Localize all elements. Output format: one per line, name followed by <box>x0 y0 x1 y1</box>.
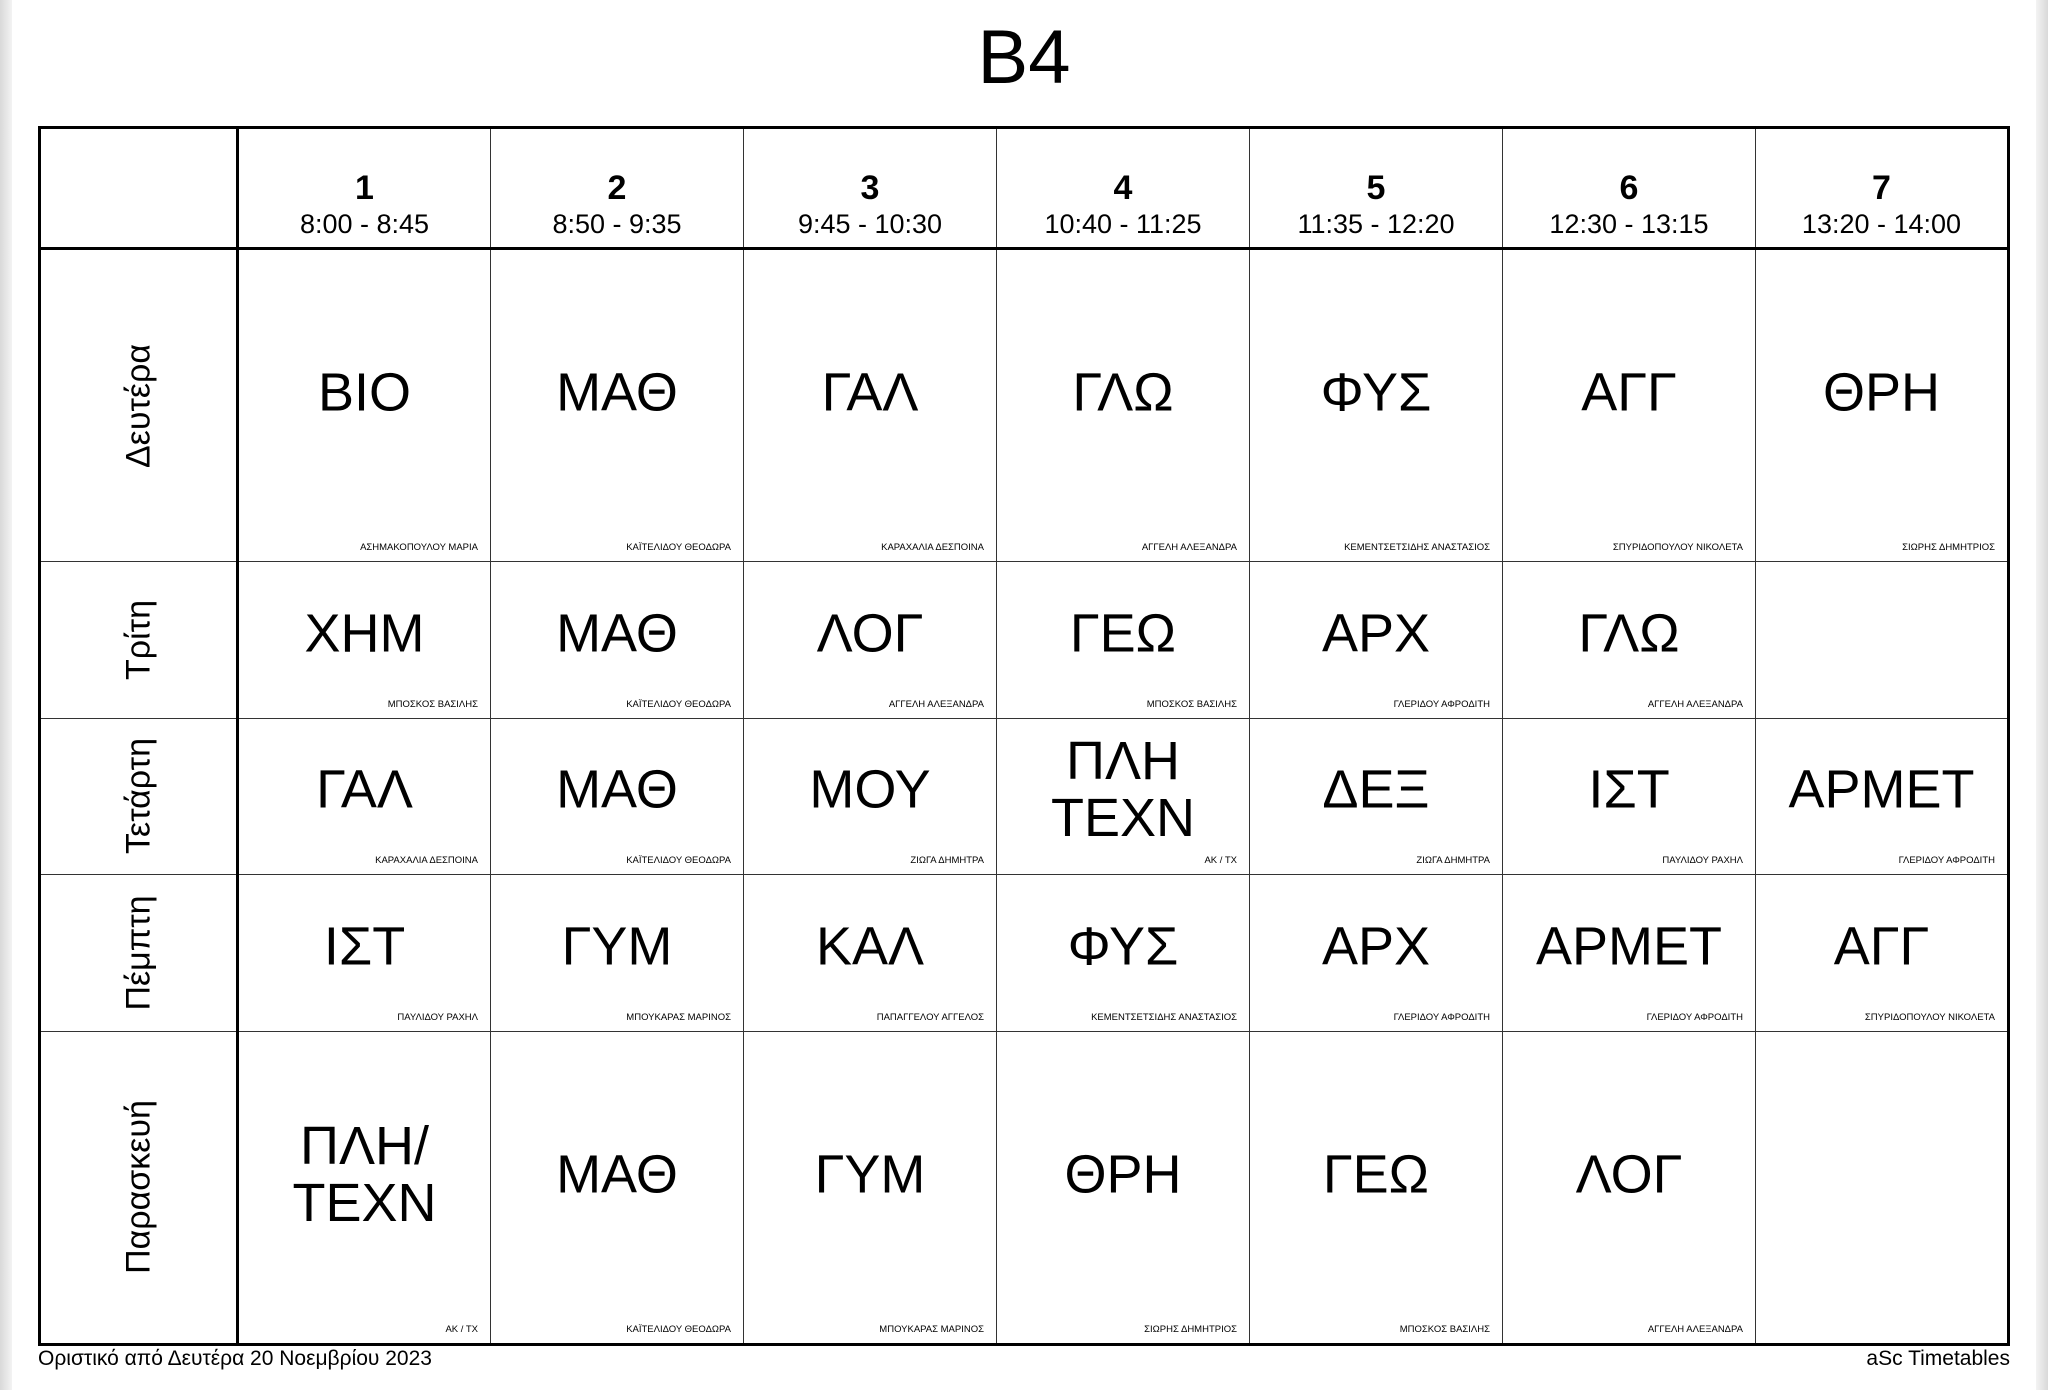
teacher-name: ΠΑΥΛΙΔΟΥ ΡΑΧΗΛ <box>1662 855 1743 867</box>
subject-code: ΑΡΧ <box>1321 916 1431 977</box>
day-label: Τετάρτη <box>119 738 157 855</box>
lesson-cell <box>1756 875 2009 1032</box>
period-header-row <box>40 128 2009 249</box>
subject-code: ΘΡΗ <box>1064 1144 1182 1205</box>
timetable <box>38 126 2010 1346</box>
teacher-name: ΣΙΩΡΗΣ ΔΗΜΗΤΡΙΟΣ <box>1144 1324 1237 1335</box>
teacher-name: ΚΑΪΤΕΛΙΔΟΥ ΘΕΟΔΩΡΑ <box>626 1324 731 1335</box>
subject-code: ΠΛΗ/ ΤΕΧΝ <box>292 1115 437 1233</box>
lesson-cell <box>1250 562 1503 719</box>
period-time: 8:50 - 9:35 <box>552 209 682 239</box>
subject-code: ΒΙΟ <box>317 362 412 423</box>
subject-code: ΑΓΓ <box>1833 916 1930 977</box>
lesson-cell <box>744 1031 997 1344</box>
period-header <box>744 128 997 249</box>
subject-code: ΦΥΣ <box>1320 362 1432 423</box>
subject-code: ΜΑΘ <box>556 759 678 820</box>
subject-code: ΑΡΧ <box>1321 603 1431 664</box>
teacher-name: ΚΑΡΑΧΑΛΙΑ ΔΕΣΠΟΙΝΑ <box>375 855 478 867</box>
day-row <box>40 875 2009 1032</box>
subject-code: ΘΡΗ <box>1822 362 1941 423</box>
lesson-cell <box>1503 249 1756 562</box>
lesson-cell <box>1756 1031 2009 1344</box>
lesson-cell <box>1756 718 2009 875</box>
subject-code: ΧΗΜ <box>304 603 425 664</box>
period-time: 10:40 - 11:25 <box>1044 209 1202 239</box>
period-number: 2 <box>607 169 627 207</box>
teacher-name: ΣΙΩΡΗΣ ΔΗΜΗΤΡΙΟΣ <box>1902 542 1995 554</box>
subject-code: ΙΣΤ <box>323 916 406 977</box>
subject-code: ΜΟΥ <box>809 759 931 820</box>
period-time: 9:45 - 10:30 <box>797 209 943 239</box>
teacher-name: ΑΓΓΕΛΗ ΑΛΕΞΑΝΔΡΑ <box>888 698 984 710</box>
period-header <box>1503 128 1756 249</box>
lesson-cell <box>997 249 1250 562</box>
teacher-name: ΣΠΥΡΙΔΟΠΟΥΛΟΥ ΝΙΚΟΛΕΤΑ <box>1864 1011 1995 1023</box>
teacher-name: ΜΠΟΥΚΑΡΑΣ ΜΑΡΙΝΟΣ <box>626 1011 731 1023</box>
day-row <box>40 718 2009 875</box>
teacher-name: ΓΛΕΡΙΔΟΥ ΑΦΡΟΔΙΤΗ <box>1898 855 1995 867</box>
lesson-cell <box>1250 718 1503 875</box>
lesson-cell <box>238 718 491 875</box>
day-label: Δευτέρα <box>119 343 157 468</box>
lesson-cell <box>744 875 997 1032</box>
corner-cell <box>40 128 238 249</box>
period-time: 8:00 - 8:45 <box>299 209 430 239</box>
teacher-name: ΚΑΡΑΧΑΛΙΑ ΔΕΣΠΟΙΝΑ <box>881 542 984 554</box>
lesson-cell <box>1250 249 1503 562</box>
teacher-name: ΓΛΕΡΙΔΟΥ ΑΦΡΟΔΙΤΗ <box>1646 1011 1743 1023</box>
teacher-name: ΣΠΥΡΙΔΟΠΟΥΛΟΥ ΝΙΚΟΛΕΤΑ <box>1612 542 1743 554</box>
lesson-cell <box>491 718 744 875</box>
lesson-cell <box>238 1031 491 1344</box>
lesson-cell <box>1250 1031 1503 1344</box>
subject-code: ΜΑΘ <box>556 1144 678 1205</box>
teacher-name: ΑΣΗΜΑΚΟΠΟΥΛΟΥ ΜΑΡΙΑ <box>360 542 478 554</box>
teacher-name: ΖΙΩΓΑ ΔΗΜΗΤΡΑ <box>1416 855 1490 867</box>
subject-code: ΛΟΓ <box>816 603 924 664</box>
subject-code: ΔΕΞ <box>1322 759 1430 820</box>
lesson-cell <box>491 249 744 562</box>
subject-code: ΜΑΘ <box>556 603 678 664</box>
teacher-name: ΜΠΟΣΚΟΣ ΒΑΣΙΛΗΣ <box>1146 698 1237 710</box>
lesson-cell <box>491 875 744 1032</box>
lesson-cell <box>238 562 491 719</box>
teacher-name: ΜΠΟΥΚΑΡΑΣ ΜΑΡΙΝΟΣ <box>879 1324 984 1335</box>
subject-code: ΠΛΗ ΤΕΧΝ <box>1050 731 1196 849</box>
day-label: Πέμπτη <box>119 895 157 1011</box>
period-header <box>491 128 744 249</box>
teacher-name: ΓΛΕΡΙΔΟΥ ΑΦΡΟΔΙΤΗ <box>1393 1011 1490 1023</box>
lesson-cell <box>1756 249 2009 562</box>
lesson-cell <box>491 562 744 719</box>
day-cell <box>40 249 238 562</box>
subject-code: ΓΕΩ <box>1069 603 1177 664</box>
teacher-name: ΑΚ / ΤΧ <box>445 1324 478 1335</box>
subject-code: ΛΟΓ <box>1575 1144 1683 1205</box>
subject-code: ΓΑΛ <box>821 362 919 423</box>
lesson-cell <box>744 249 997 562</box>
teacher-name: ΑΓΓΕΛΗ ΑΛΕΞΑΝΔΡΑ <box>1647 1324 1743 1335</box>
teacher-name: ΠΑΥΛΙΔΟΥ ΡΑΧΗΛ <box>397 1011 478 1023</box>
subject-code: ΓΛΩ <box>1072 362 1174 423</box>
period-header <box>238 128 491 249</box>
validity-note: Οριστικό από Δευτέρα 20 Νοεμβρίου 2023 <box>38 1347 432 1370</box>
teacher-name: ΠΑΠΑΓΓΕΛΟΥ ΑΓΓΕΛΟΣ <box>876 1011 984 1023</box>
period-header <box>1756 128 2009 249</box>
lesson-cell <box>997 1031 1250 1344</box>
day-cell <box>40 1031 238 1344</box>
page-edge-left <box>0 0 12 1390</box>
lesson-cell <box>744 562 997 719</box>
subject-code: ΦΥΣ <box>1067 916 1179 977</box>
teacher-name: ΜΠΟΣΚΟΣ ΒΑΣΙΛΗΣ <box>1399 1324 1490 1335</box>
teacher-name: ΖΙΩΓΑ ΔΗΜΗΤΡΑ <box>910 855 984 867</box>
teacher-name: ΑΓΓΕΛΗ ΑΛΕΞΑΝΔΡΑ <box>1141 542 1237 554</box>
page-edge-right <box>2036 0 2048 1390</box>
lesson-cell <box>1503 1031 1756 1344</box>
period-number: 1 <box>355 169 374 207</box>
day-label: Τρίτη <box>119 599 157 680</box>
period-time: 11:35 - 12:20 <box>1297 209 1455 239</box>
subject-code: ΓΥΜ <box>814 1144 926 1205</box>
period-time: 13:20 - 14:00 <box>1801 209 1962 239</box>
lesson-cell <box>1503 718 1756 875</box>
subject-code: ΓΑΛ <box>316 759 413 820</box>
period-header <box>1250 128 1503 249</box>
day-cell <box>40 562 238 719</box>
subject-code: ΑΡΜΕΤ <box>1788 759 1975 820</box>
teacher-name: ΚΑΪΤΕΛΙΔΟΥ ΘΕΟΔΩΡΑ <box>626 855 731 867</box>
teacher-name: ΑΚ / ΤΧ <box>1204 855 1237 867</box>
teacher-name: ΑΓΓΕΛΗ ΑΛΕΞΑΝΔΡΑ <box>1647 698 1743 710</box>
lesson-cell <box>997 718 1250 875</box>
period-header <box>997 128 1250 249</box>
generator-credit: aSc Timetables <box>1866 1347 2010 1370</box>
period-number: 4 <box>1113 169 1133 207</box>
period-time: 12:30 - 13:15 <box>1549 209 1709 239</box>
teacher-name: ΓΛΕΡΙΔΟΥ ΑΦΡΟΔΙΤΗ <box>1393 698 1490 710</box>
subject-code: ΚΑΛ <box>815 916 925 977</box>
subject-code: ΓΛΩ <box>1578 603 1680 664</box>
subject-code: ΑΡΜΕΤ <box>1535 916 1723 977</box>
day-row <box>40 249 2009 562</box>
lesson-cell <box>238 249 491 562</box>
period-number: 7 <box>1872 169 1891 207</box>
lesson-cell <box>1756 562 2009 719</box>
lesson-cell <box>744 718 997 875</box>
subject-code: ΙΣΤ <box>1588 759 1670 820</box>
day-label: Παρασκευή <box>119 1100 157 1275</box>
lesson-cell <box>1503 875 1756 1032</box>
period-number: 6 <box>1619 169 1639 207</box>
subject-code: ΜΑΘ <box>556 362 678 423</box>
teacher-name: ΜΠΟΣΚΟΣ ΒΑΣΙΛΗΣ <box>387 698 478 710</box>
period-number: 5 <box>1366 169 1386 207</box>
day-row <box>40 562 2009 719</box>
lesson-cell <box>997 562 1250 719</box>
lesson-cell <box>238 875 491 1032</box>
subject-code: ΓΥΜ <box>561 916 673 977</box>
lesson-cell <box>491 1031 744 1344</box>
day-cell <box>40 875 238 1032</box>
teacher-name: ΚΑΪΤΕΛΙΔΟΥ ΘΕΟΔΩΡΑ <box>626 542 731 554</box>
subject-code: ΑΓΓ <box>1581 362 1677 423</box>
teacher-name: ΚΕΜΕΝΤΣΕΤΣΙΔΗΣ ΑΝΑΣΤΑΣΙΟΣ <box>1091 1011 1237 1023</box>
day-row <box>40 1031 2009 1344</box>
lesson-cell <box>1503 562 1756 719</box>
lesson-cell <box>1250 875 1503 1032</box>
teacher-name: ΚΑΪΤΕΛΙΔΟΥ ΘΕΟΔΩΡΑ <box>626 698 731 710</box>
day-cell <box>40 718 238 875</box>
class-title: Β4 <box>977 15 1071 100</box>
lesson-cell <box>997 875 1250 1032</box>
period-number: 3 <box>860 169 880 207</box>
teacher-name: ΚΕΜΕΝΤΣΕΤΣΙΔΗΣ ΑΝΑΣΤΑΣΙΟΣ <box>1344 542 1490 554</box>
subject-code: ΓΕΩ <box>1322 1144 1430 1205</box>
